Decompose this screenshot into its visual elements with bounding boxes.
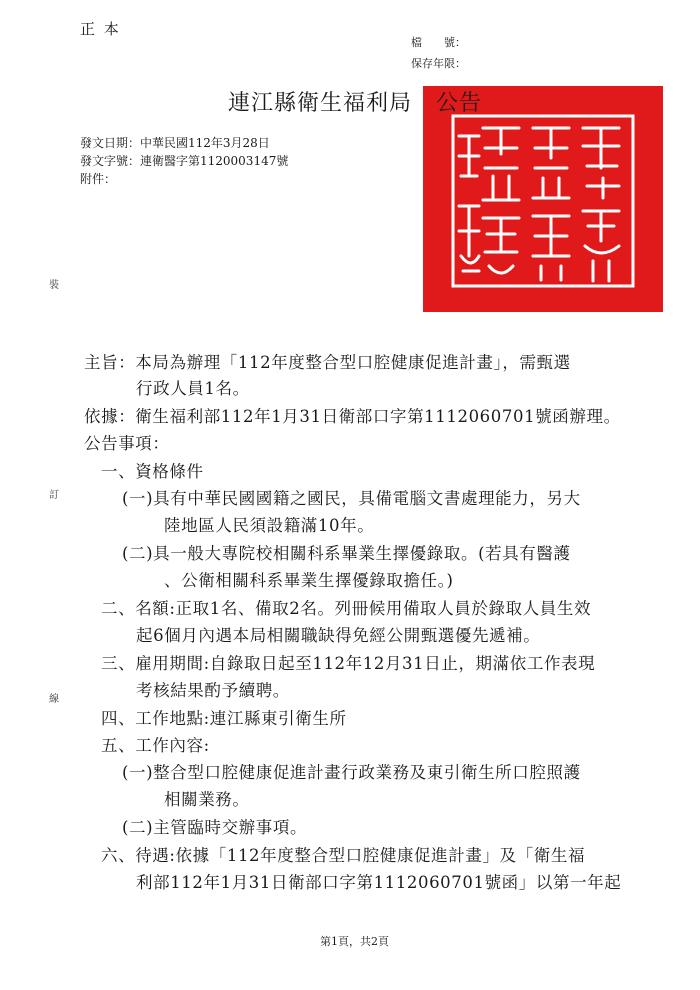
section-6-line-2: 利部112年1月31日衛部口字第1112060701號函」以第一年起 <box>136 873 622 892</box>
subject-line-1: 主旨：本局為辦理「112年度整合型口腔健康促進計畫」，需甄選 <box>84 353 571 372</box>
section-2-line-2: 起6個月內遇本局相關職缺得免經公開甄選優先遞補。 <box>136 626 541 645</box>
copy-mark: 正 本 <box>80 20 121 38</box>
section-5-item-1-line-1: (一)整合型口腔健康促進計畫行政業務及東引衛生所口腔照護 <box>122 763 581 782</box>
retention-period-label: 保存年限： <box>411 57 466 70</box>
section-4-line: 四、工作地點:連江縣東引衛生所 <box>101 709 347 728</box>
subject-line-2: 行政人員1名。 <box>136 379 250 398</box>
issue-date: 發文日期：中華民國112年3月28日 <box>80 136 270 150</box>
reference-number: 發文字號：連衛醫字第1120003147號 <box>80 154 289 168</box>
section-3-line-2: 考核結果酌予續聘。 <box>136 681 290 700</box>
announcement-items-title: 公告事項： <box>84 434 170 453</box>
document-type: 公告 <box>436 91 483 116</box>
section-2-line-1: 二、名額:正取1名、備取2名。列冊候用備取人員於錄取人員生效 <box>101 599 592 618</box>
binding-mark-middle: 訂 <box>49 490 59 501</box>
official-seal <box>423 86 663 312</box>
binding-mark-top: 裝 <box>49 280 59 291</box>
basis-line: 依據：衛生福利部112年1月31日衛部口字第1112060701號函辦理。 <box>84 407 621 426</box>
section-1-item-2-line-1: (二)具一般大專院校相關科系畢業生擇優錄取。(若具有醫護 <box>122 544 571 563</box>
attachment-label: 附件： <box>80 172 117 186</box>
section-3-line-1: 三、雇用期間:自錄取日起至112年12月31日止，期滿依工作表現 <box>101 654 596 673</box>
section-5-item-2-line: (二)主管臨時交辦事項。 <box>122 818 308 837</box>
agency-name: 連江縣衛生福利局 <box>228 91 413 116</box>
section-5-heading: 五、工作內容: <box>101 736 210 755</box>
section-6-line-1: 六、待遇:依據「112年度整合型口腔健康促進計畫」及「衛生福 <box>101 846 586 865</box>
file-number-label: 檔 號： <box>411 36 466 49</box>
page-number: 第1頁，共2頁 <box>320 935 389 948</box>
section-5-item-1-line-2: 相關業務。 <box>164 790 250 809</box>
section-1-item-1-line-2: 陸地區人民須設籍滿10年。 <box>164 516 375 535</box>
binding-mark-bottom: 線 <box>49 694 59 705</box>
section-1-heading: 一、資格條件 <box>101 462 204 481</box>
section-1-item-2-line-2: 、公衛相關科系畢業生擇優錄取擔任。) <box>164 571 454 590</box>
section-1-item-1-line-1: (一)具有中華民國國籍之國民，具備電腦文書處理能力，另大 <box>122 489 581 508</box>
